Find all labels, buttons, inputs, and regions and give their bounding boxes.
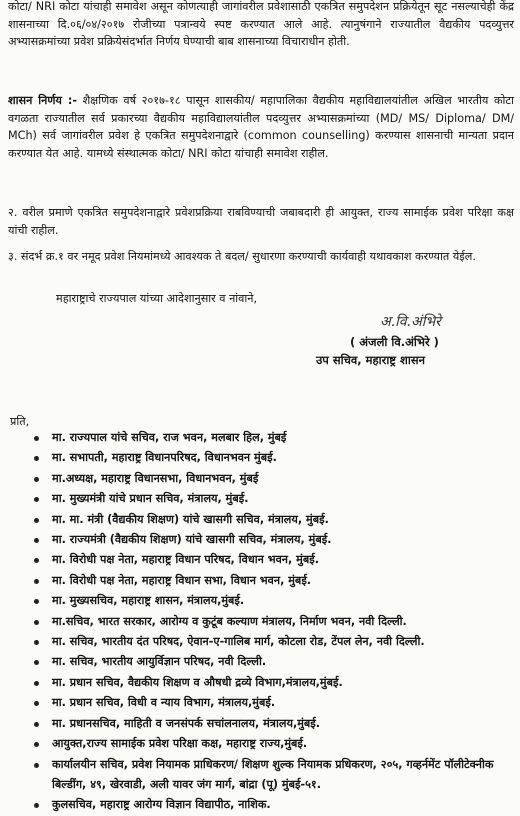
list-item: मा.अध्यक्ष, महाराष्ट्र विधानसभा, विधानभवन, मुंबई [30,469,510,489]
list-item: मा. सभापती, महाराष्ट्र विधानपरिषद, विधानभवन मुंबई. [30,448,510,468]
list-item: मा. प्रधानसचिव, माहिती व जनसंपर्क सचांलनालय, मंत्रालय,मुंबई. [30,714,510,734]
decision-text: शैक्षणिक वर्ष २०१७-१८ पासून शासकीय/ महापालिका वैद्यकीय महाविद्यालयांतील अखिल भारतीय कोटा वगळता राज्यातील सर्व प्रकारच्या वैद्यकीय महाविद्यालयांतील पदव्युत्तर अभ्यासक्रमांच्या (MD/ MS/ Diploma/ DM/ MCh) सर्व जागांवरील प्रवेश हे एकत्रित समुपदेशनाद्वारे (common counselling) करण्यास शासनाची मान्यता प्रदान करण्यात येत आहे. यामध्ये संस्थात्मक कोटा/ NRI कोटा यांचाही समावेश राहील. [8,94,514,160]
signatory-name: ( अंजली वि.अंभिरे ) [350,335,439,349]
paragraph-3: ३. संदर्भ क्र.१ वर नमूद प्रवेश नियमांमध्ये आवश्यक ते बदल/ सुधारणा करण्याची कार्यवाही यथावकाश करण्यात येईल. [8,250,476,263]
list-item: मा. प्रधान सचिव, विधी व न्याय विभाग, मंत्रालय,मुंबई. [30,693,510,713]
list-item: मा. राज्यमंत्री (वैद्यकीय शिक्षण) यांचे खासगी सचिव, मंत्रालय, मुंबई. [30,530,510,550]
decision-paragraph [8,92,514,162]
paragraph-2: २. वरील प्रमाणे एकत्रित समुपदेशनाद्वारे प्रवेशप्रक्रिया राबविण्याची जबाबदारी ही आयुक्त, राज्य सामाईक प्रवेश परिक्षा कक्ष यांची राहील. [8,206,514,237]
list-item: मा. विरोधी पक्ष नेता, महाराष्ट्र विधान परिषद, विधान भवन, मुंबई. [30,550,510,570]
recipients-list [30,428,510,816]
intro-paragraph: कोटा/ NRI कोटा यांचाही समावेश असून कोणत्याही जागांवरील प्रवेशासाठी एकत्रित समुपदेशन प्रक्रियेतून सूट नसल्याचेही केंद्र शासनाच्या दि.०६/०४/२०१७ रोजीच्या पत्रान्वये स्पष्ट करण्यात आले आहे. त्यानुषंगाने राज्यातील वैद्यकीय पदव्युत्तर अभ्यासक्रमांच्या प्रवेश प्रक्रियेसंदर्भात निर्णय घेण्याची बाब शासनाच्या विचाराधीन होती. [8,0,514,48]
list-item: मा. मुख्यमंत्री यांचे प्रधान सचिव, मंत्रालय, मुंबई. [30,489,510,509]
list-item: आयुक्त,राज्य सामाईक प्रवेश परिक्षा कक्ष, महाराष्ट्र राज्य,मुंबई. [30,734,510,754]
list-item: मा. सचिव, भारतीय आयुर्विज्ञान परिषद, नवी दिल्ली. [30,652,510,672]
list-item: कार्यालयीन सचिव, प्रवेश नियामक प्राधिकरण/ शिक्षण शुल्क नियामक प्रधिकरण, २०५, गव्हर्नमेंट पॉलीटेक्नीक बिल्डींग, ४९, खेरवाडी, अली यावर जंग मार्ग, बांद्रा (पू) मुंबई-५१. [30,755,510,796]
list-item: मा. मा. मंत्री (वैद्यकीय शिक्षण) यांचे खासगी सचिव, मंत्रालय, मुंबई. [30,510,510,530]
list-item: मा. प्रधान सचिव, वैद्यकीय शिक्षण व औषधी द्रव्ये विभाग,मंत्रालय,मुंबई. [30,673,510,693]
list-item: कुलसचिव, महाराष्ट्र आरोग्य विज्ञान विद्यापीठ, नाशिक. [30,795,510,815]
list-item: मा. विरोधी पक्ष नेता, महाराष्ट्र विधान सभा, विधान भवन, मुंबई. [30,571,510,591]
governor-order-line: महाराष्ट्राचे राज्यपाल यांच्या आदेशानुसार व नांवाने, [56,292,258,305]
list-item: मा. मुख्यसचिव, महाराष्ट्र शासन, मंत्रालय,मुंबई. [30,591,510,611]
recipients-heading: प्रति, [10,415,30,428]
list-item: मा. राज्यपाल यांचे सचिव, राज भवन, मलबार हिल, मुंबई [30,428,510,448]
list-item: मा.सचिव, भारत सरकार, आरोग्य व कुटूंब कल्याण मंत्रालय, निर्माण भवन, नवी दिल्ली. [30,612,510,632]
list-item: मा. सचिव, भारतीय दंत परिषद, ऐवान-ए-गालिब मार्ग, कोटला रोड, टेंपल लेन, नवी दिल्ली. [30,632,510,652]
handwritten-signature: अ.वि.अंभिरे [380,314,441,330]
decision-heading: शासन निर्णय :- [8,94,77,107]
signatory-designation: उप सचिव, महाराष्ट्र शासन [316,353,425,367]
